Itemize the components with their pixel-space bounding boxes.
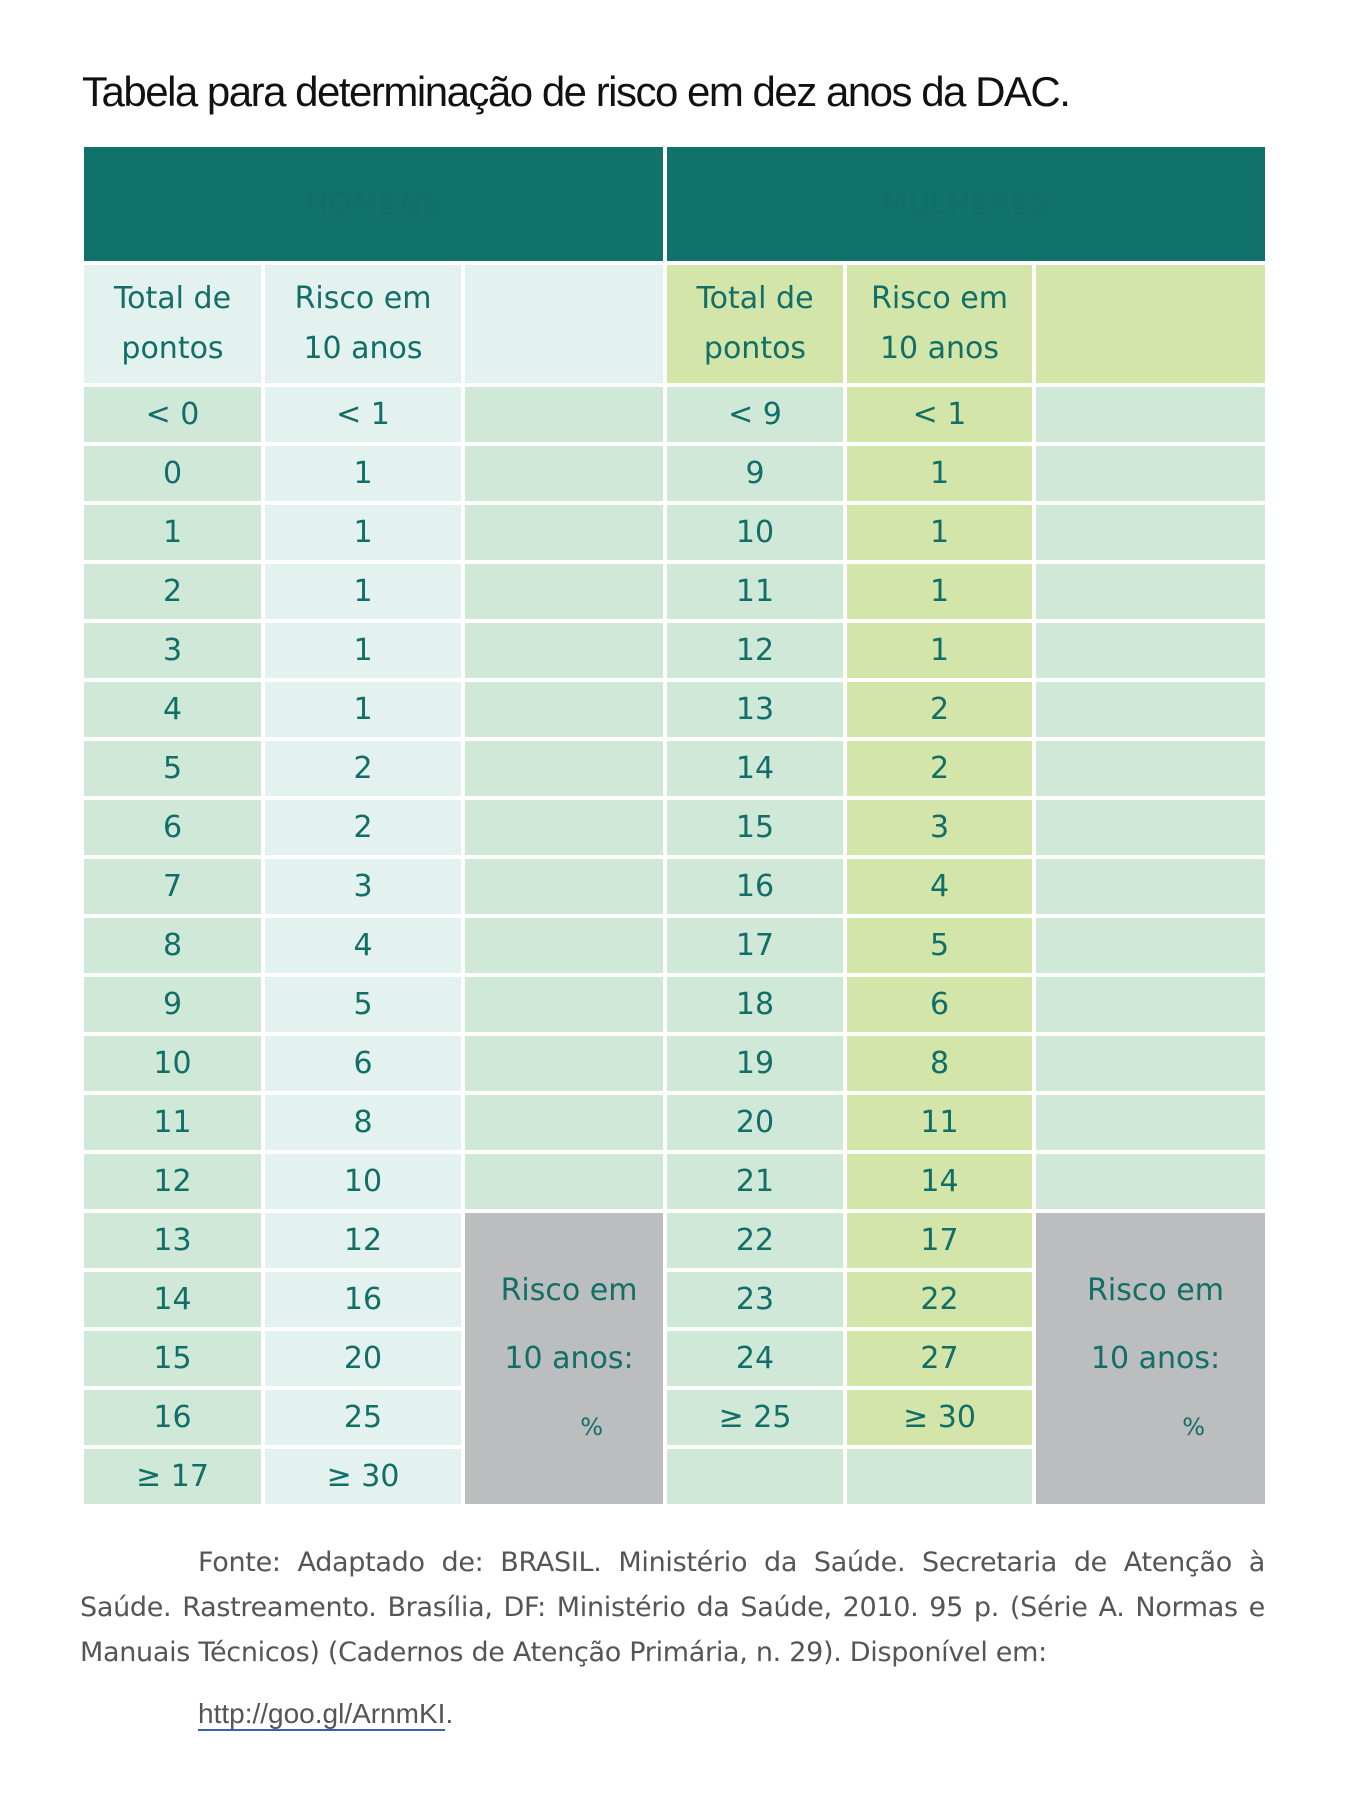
- men-total-points-cell: 14: [82, 1270, 263, 1329]
- women-total-points-cell: 23: [665, 1270, 845, 1329]
- women-blank-cell: [1034, 444, 1267, 503]
- men-risk-cell: 8: [263, 1093, 463, 1152]
- women-total-points-cell: ≥ 25: [665, 1388, 845, 1447]
- women-risk-cell: 11: [845, 1093, 1034, 1152]
- table-row: [82, 798, 1267, 857]
- men-risk-cell: 2: [263, 798, 463, 857]
- men-risk-cell: 2: [263, 739, 463, 798]
- women-blank-cell: [1034, 1152, 1267, 1211]
- table-title: Tabela para determinação de risco em dez anos da DAC.: [82, 68, 1070, 115]
- women-risk-cell: 3: [845, 798, 1034, 857]
- women-total-points-cell: 11: [665, 562, 845, 621]
- men-risk-cell: 5: [263, 975, 463, 1034]
- women-blank-cell: [1034, 975, 1267, 1034]
- men-total-points-cell: 9: [82, 975, 263, 1034]
- women-total-points-cell: 20: [665, 1093, 845, 1152]
- women-total-points-cell: 14: [665, 739, 845, 798]
- men-blank-cell: [463, 916, 665, 975]
- men-blank-cell: [463, 503, 665, 562]
- men-total-points-cell: 11: [82, 1093, 263, 1152]
- table-row: [82, 444, 1267, 503]
- women-risk-cell: 1: [845, 562, 1034, 621]
- men-blank-cell: [463, 857, 665, 916]
- women-total-points-cell: < 9: [665, 385, 845, 444]
- table-row: [82, 503, 1267, 562]
- women-blank-header: [1034, 263, 1267, 385]
- women-blank-cell: [1034, 739, 1267, 798]
- women-risk-cell: 2: [845, 739, 1034, 798]
- table-row: [82, 975, 1267, 1034]
- men-blank-cell: [463, 1093, 665, 1152]
- women-total-points-cell: 19: [665, 1034, 845, 1093]
- men-risk-cell: 1: [263, 680, 463, 739]
- women-risk-cell: 5: [845, 916, 1034, 975]
- men-blank-header: [463, 263, 665, 385]
- women-risk-cell: 1: [845, 444, 1034, 503]
- men-total-points-cell: 8: [82, 916, 263, 975]
- women-risk-cell: 17: [845, 1211, 1034, 1270]
- table-row: [82, 1093, 1267, 1152]
- women-risk-cell: 1: [845, 621, 1034, 680]
- women-risk-cell: 14: [845, 1152, 1034, 1211]
- men-risk-cell: 1: [263, 503, 463, 562]
- men-risk-cell: 6: [263, 1034, 463, 1093]
- women-risk-cell: ≥ 30: [845, 1388, 1034, 1447]
- men-risk-cell: 25: [263, 1388, 463, 1447]
- table-row: [82, 385, 1267, 444]
- men-blank-cell: [463, 1034, 665, 1093]
- men-total-points-cell: 3: [82, 621, 263, 680]
- women-blank-cell: [1034, 1093, 1267, 1152]
- men-risk-cell: 1: [263, 444, 463, 503]
- women-risk-cell: 6: [845, 975, 1034, 1034]
- women-result-box: Risco em 10 anos: %: [1034, 1211, 1267, 1506]
- men-total-points-cell: 13: [82, 1211, 263, 1270]
- men-group-header: HOMENS: [82, 145, 665, 263]
- men-result-box: Risco em 10 anos: %: [463, 1211, 665, 1506]
- men-blank-cell: [463, 739, 665, 798]
- women-total-points-header: Total de pontos: [665, 263, 845, 385]
- table-row: [82, 621, 1267, 680]
- women-group-header: MULHERES: [665, 145, 1267, 263]
- men-total-points-cell: 15: [82, 1329, 263, 1388]
- men-risk-cell: < 1: [263, 385, 463, 444]
- women-total-points-cell: 24: [665, 1329, 845, 1388]
- men-risk-header: Risco em 10 anos: [263, 263, 463, 385]
- women-risk-cell: 1: [845, 503, 1034, 562]
- men-total-points-cell: 2: [82, 562, 263, 621]
- women-total-points-cell: 13: [665, 680, 845, 739]
- men-risk-cell: 16: [263, 1270, 463, 1329]
- source-footnote: Fonte: Adaptado de: BRASIL. Ministério da Saúde. Secretaria de Atenção à Saúde. Rastreamento. Brasília, DF: Ministério da Saúde, 2010. 95 p. (Série A. Normas e Manuais Técnicos) (Cadernos de Atenção Primária, n. 29). Disponível em:: [80, 1547, 1265, 1668]
- women-risk-cell: 4: [845, 857, 1034, 916]
- men-total-points-header: Total de pontos: [82, 263, 263, 385]
- women-blank-cell: [1034, 562, 1267, 621]
- men-risk-cell: 12: [263, 1211, 463, 1270]
- women-blank-cell: [1034, 503, 1267, 562]
- men-blank-cell: [463, 1152, 665, 1211]
- women-total-points-cell: 21: [665, 1152, 845, 1211]
- men-total-points-cell: ≥ 17: [82, 1447, 263, 1506]
- women-total-points-cell: 17: [665, 916, 845, 975]
- women-blank-cell: [1034, 680, 1267, 739]
- men-risk-cell: 4: [263, 916, 463, 975]
- table-row: [82, 1034, 1267, 1093]
- table-row: [82, 562, 1267, 621]
- table-row: [82, 857, 1267, 916]
- men-risk-cell: 3: [263, 857, 463, 916]
- men-blank-cell: [463, 385, 665, 444]
- women-risk-cell: 2: [845, 680, 1034, 739]
- men-risk-cell: 10: [263, 1152, 463, 1211]
- source-link-line: http://goo.gl/ArnmKI.: [198, 1698, 454, 1729]
- women-total-points-cell: 22: [665, 1211, 845, 1270]
- table-row: [82, 1211, 1267, 1270]
- men-risk-cell: 1: [263, 621, 463, 680]
- men-total-points-cell: 0: [82, 444, 263, 503]
- women-total-points-cell: 10: [665, 503, 845, 562]
- women-blank-cell: [1034, 798, 1267, 857]
- men-total-points-cell: 7: [82, 857, 263, 916]
- men-blank-cell: [463, 562, 665, 621]
- women-blank-cell: [1034, 916, 1267, 975]
- men-total-points-cell: < 0: [82, 385, 263, 444]
- women-risk-header: Risco em 10 anos: [845, 263, 1034, 385]
- women-total-points-cell: 18: [665, 975, 845, 1034]
- men-risk-cell: ≥ 30: [263, 1447, 463, 1506]
- men-risk-cell: 1: [263, 562, 463, 621]
- men-total-points-cell: 4: [82, 680, 263, 739]
- women-total-points-cell: 16: [665, 857, 845, 916]
- men-total-points-cell: 5: [82, 739, 263, 798]
- table-row: [82, 1152, 1267, 1211]
- men-blank-cell: [463, 621, 665, 680]
- women-risk-cell: < 1: [845, 385, 1034, 444]
- men-total-points-cell: 16: [82, 1388, 263, 1447]
- women-blank-cell: [1034, 385, 1267, 444]
- women-total-points-cell: 9: [665, 444, 845, 503]
- men-total-points-cell: 12: [82, 1152, 263, 1211]
- women-blank-cell: [1034, 621, 1267, 680]
- men-blank-cell: [463, 798, 665, 857]
- women-risk-cell: [845, 1447, 1034, 1506]
- risk-table: [80, 143, 1269, 1508]
- table-row: [82, 739, 1267, 798]
- men-risk-cell: 20: [263, 1329, 463, 1388]
- women-risk-cell: 22: [845, 1270, 1034, 1329]
- men-blank-cell: [463, 975, 665, 1034]
- women-total-points-cell: 12: [665, 621, 845, 680]
- men-total-points-cell: 10: [82, 1034, 263, 1093]
- table-row: [82, 680, 1267, 739]
- men-blank-cell: [463, 680, 665, 739]
- women-total-points-cell: [665, 1447, 845, 1506]
- women-blank-cell: [1034, 857, 1267, 916]
- women-total-points-cell: 15: [665, 798, 845, 857]
- men-total-points-cell: 1: [82, 503, 263, 562]
- table-row: [82, 916, 1267, 975]
- men-blank-cell: [463, 444, 665, 503]
- women-risk-cell: 27: [845, 1329, 1034, 1388]
- women-risk-cell: 8: [845, 1034, 1034, 1093]
- men-total-points-cell: 6: [82, 798, 263, 857]
- source-link[interactable]: http://goo.gl/ArnmKI: [198, 1698, 446, 1729]
- women-blank-cell: [1034, 1034, 1267, 1093]
